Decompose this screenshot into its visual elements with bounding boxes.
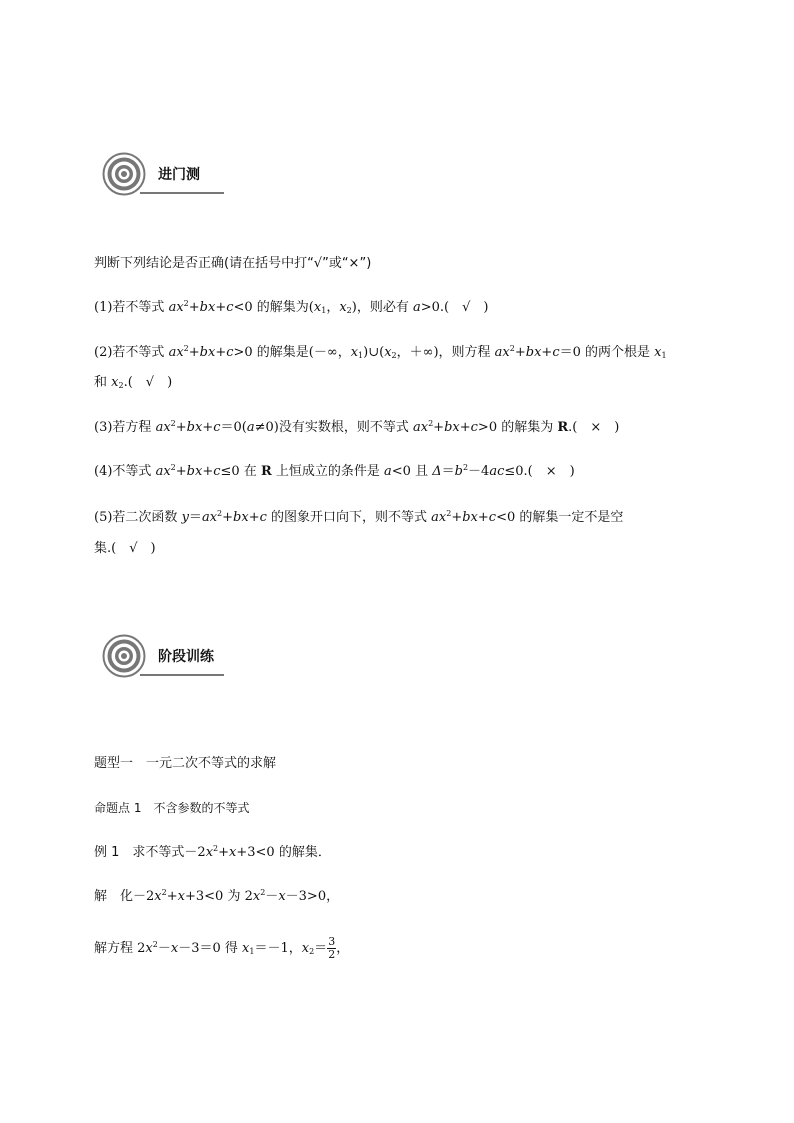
section-header-stage-training <box>102 634 226 680</box>
section-underline <box>140 674 224 676</box>
target-icon <box>102 152 146 196</box>
item-3: (3)若方程 $ax^2+bx+c=0(a\ne 0)$没有实数根，则不等式 $ax^2+bx+c>0$ 的解集为 R.( × ) <box>94 419 620 435</box>
example-1: 例 1 求不等式$-2x^2+x+3<0$ 的解集． <box>94 844 331 860</box>
item-2-cont: 和 $x_2$.( √ ) <box>94 375 173 390</box>
target-icon <box>102 634 146 678</box>
section-header-pre-test <box>102 152 226 198</box>
topic-heading: 题型一 一元二次不等式的求解 <box>94 756 277 771</box>
item-5: (5)若二次函数 $y=ax^2+bx+c$ 的图象开口向下，则不等式 $ax^2+bx+c<0$ 的解集一定不是空 <box>94 509 624 525</box>
item-1: (1)若不等式 $ax^2+bx+c<0$ 的解集为($x_1$，$x_2$)，则必有 a>0.( √ ) <box>94 299 489 315</box>
solution-line-1: 解 化$-2x^2+x+3<0$ 为 $2x^2-x-3>0$， <box>94 888 340 904</box>
item-5-cont: 集.( √ ) <box>94 541 156 556</box>
intro-text: 判断下列结论是否正确(请在括号中打“√”或“×”) <box>94 256 372 271</box>
section-title: 阶段训练 <box>158 649 214 665</box>
solution-line-2: 解方程 $2x^2-x-3=0$ 得 $x_1=-1$，$x_2=$ $\frac{3}{2}$ ， <box>94 935 350 961</box>
subtopic-heading: 命题点 1 不含参数的不等式 <box>94 801 250 815</box>
fraction-three-halves: $\frac{3}{2}$ <box>328 935 336 961</box>
item-2: (2)若不等式 $ax^2+bx+c>0$ 的解集是(－∞，$x_1)\cup(x_2$，＋∞)，则方程 $ax^2+bx+c=0$ 的两个根是 $x_1$ <box>94 344 667 360</box>
item-4: (4)不等式 $ax^2+bx+c\le 0$ 在 R 上恒成立的条件是 a<0 且 $\Delta=b^2-4ac\le 0$.( × ) <box>94 463 575 479</box>
section-underline <box>140 192 224 194</box>
section-title: 进门测 <box>158 167 200 183</box>
